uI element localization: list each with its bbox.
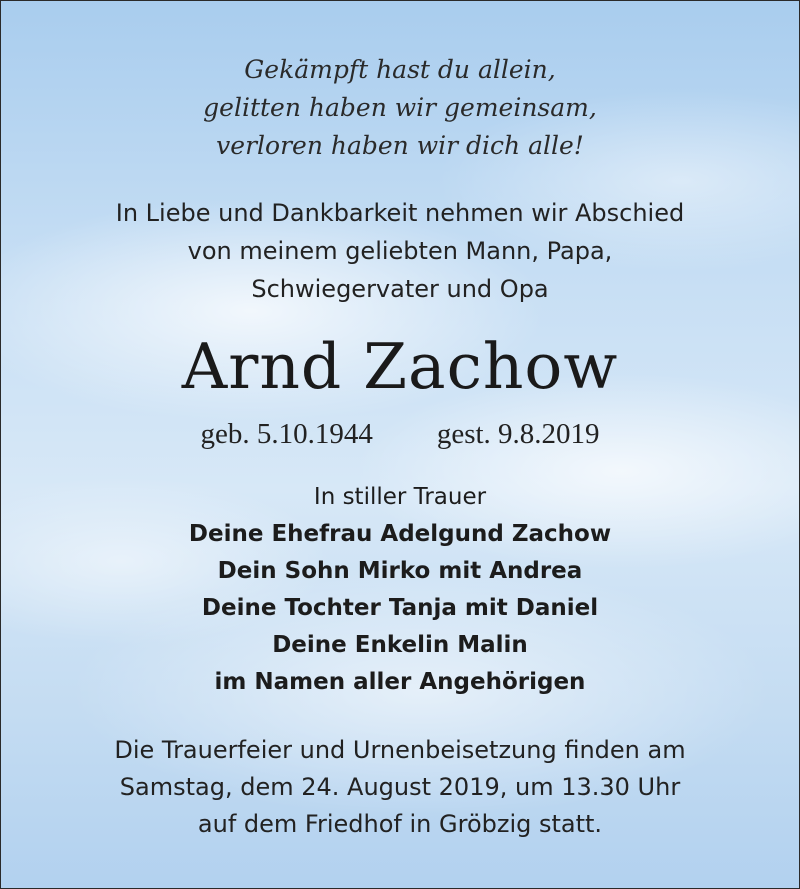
poem-line: gelitten haben wir gemeinsam, (203, 93, 597, 122)
mourner-name: Dein Sohn Mirko mit Andrea (217, 558, 583, 584)
death-date: gest. 9.8.2019 (436, 418, 600, 450)
mourner-name: Deine Ehefrau Adelgund Zachow (188, 521, 612, 547)
mourner-name: Deine Enkelin Malin (272, 632, 528, 658)
funeral-service-info (1, 732, 799, 843)
intro-line: von meinem geliebten Mann, Papa, (187, 237, 613, 265)
service-line: auf dem Friedhof in Gröbzig statt. (197, 810, 603, 838)
poem-line: verloren haben wir dich alle! (216, 131, 584, 160)
service-line: Samstag, dem 24. August 2019, um 13.30 Uhr (119, 773, 681, 801)
mourner-name: im Namen aller Angehörigen (214, 669, 586, 695)
mourners-heading: In stiller Trauer (313, 484, 487, 510)
deceased-name: Arnd Zachow (181, 330, 619, 403)
service-line: Die Trauerfeier und Urnenbeisetzung finden am (114, 736, 686, 764)
farewell-intro (1, 194, 799, 308)
poem-verse (1, 51, 799, 165)
intro-line: In Liebe und Dankbarkeit nehmen wir Abschied (115, 199, 685, 227)
mourners-block (1, 479, 799, 701)
intro-line: Schwiegervater und Opa (251, 275, 549, 303)
poem-line: Gekämpft hast du allein, (244, 55, 556, 84)
mourner-name: Deine Tochter Tanja mit Daniel (201, 595, 599, 621)
birth-date: geb. 5.10.1944 (200, 418, 373, 450)
life-dates (1, 416, 799, 452)
